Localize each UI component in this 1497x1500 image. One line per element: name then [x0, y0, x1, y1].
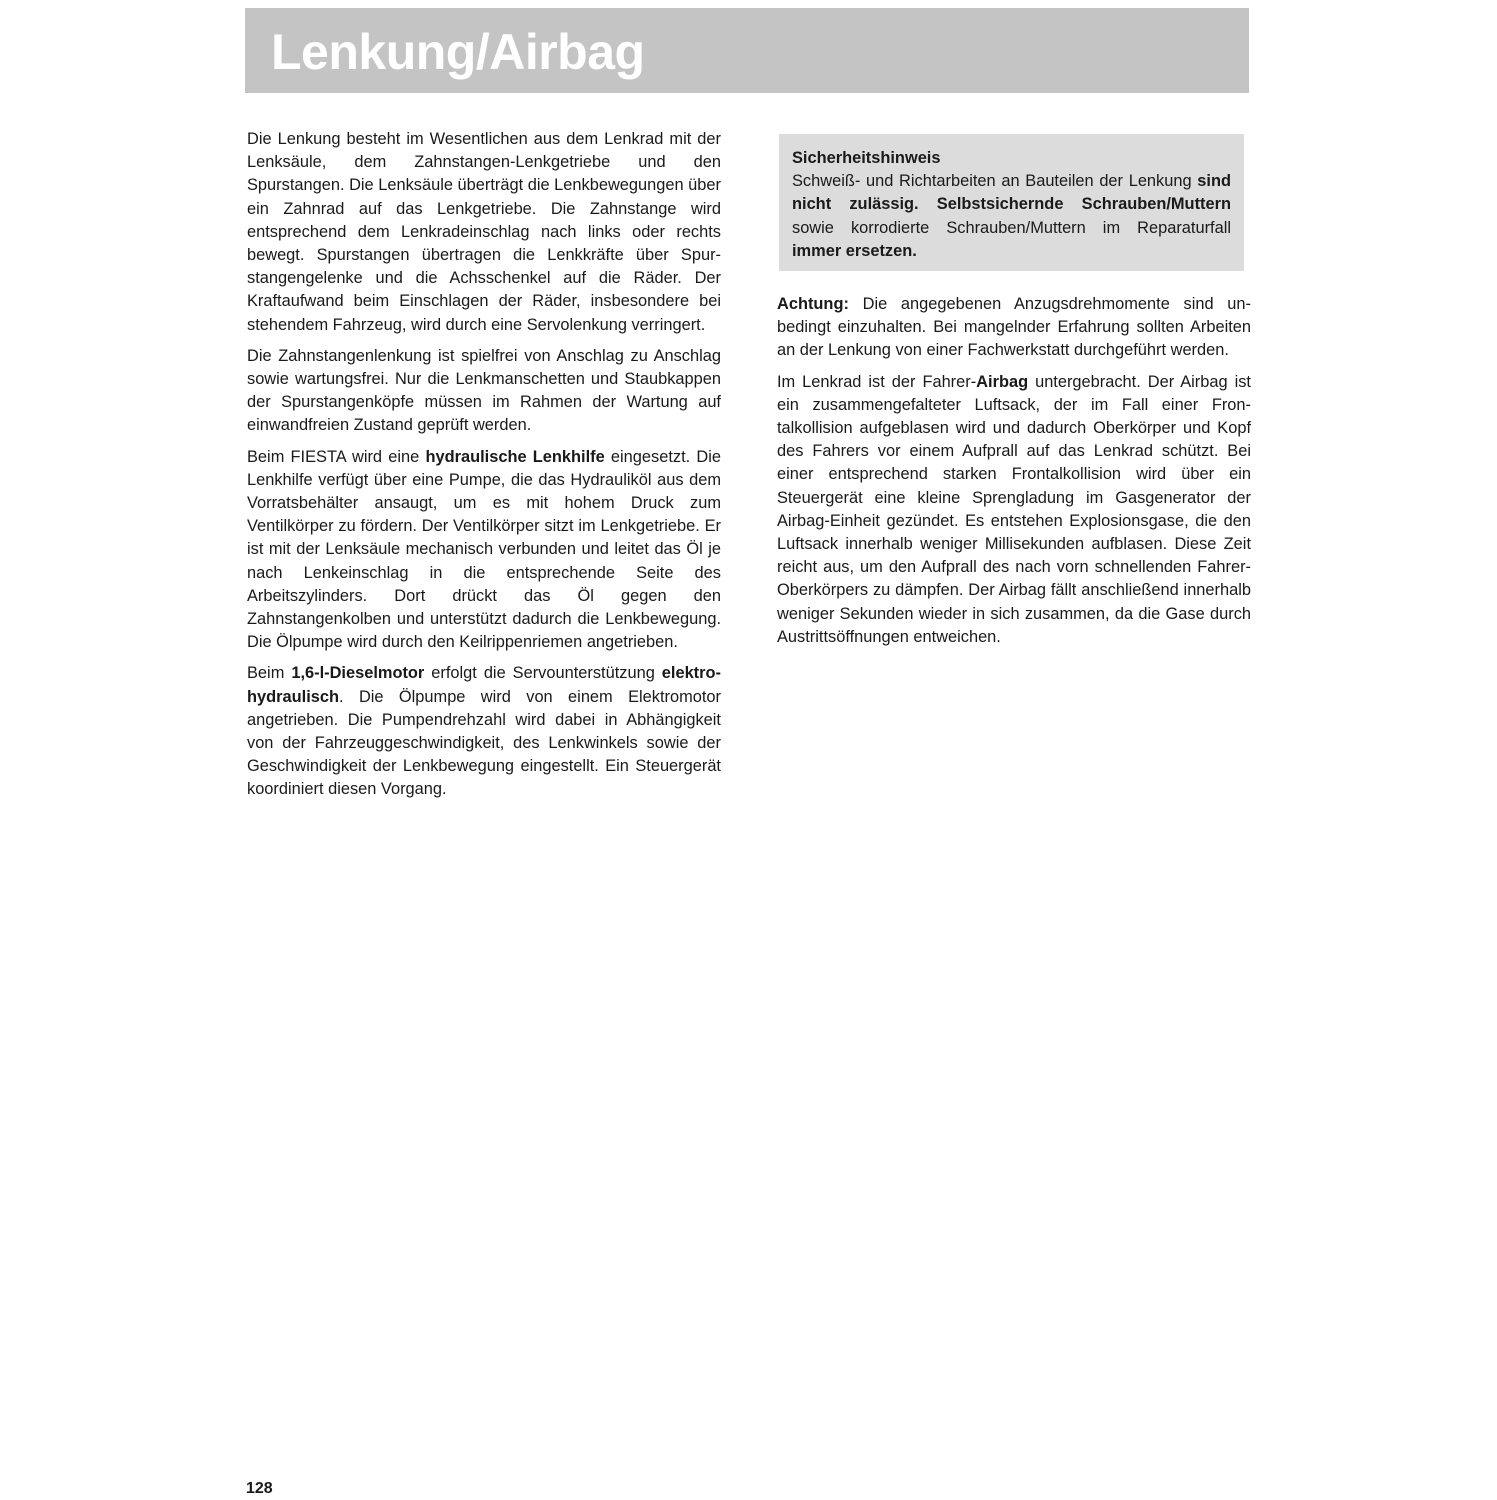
text-segment: eingesetzt. Die Lenkhilfe verfügt über eine Pumpe, die das Hydrauliköl aus dem Vorratsbehälter ansaugt, um es mit hohem Druck zum Ventilkörper zu fördern. Der Ventilkörper sitzt im Lenkgetriebe. Er ist mit der Lenksäule mechanisch verbunden und leitet das Öl je nach Lenkeinschlag in die entsprechende Seite des Arbeitszylinders. Dort drückt das Öl gegen den Zahnstangenkolben und unterstützt dadurch die Lenkbewegung. Die Ölpumpe wird durch den Keilrippenriemen angetrieben.: [247, 447, 721, 652]
title-bar: [245, 8, 1249, 93]
paragraph-rack-steering: Die Zahnstangenlenkung ist spielfrei von Anschlag zu Anschlag sowie wartungsfrei. Nur die Lenkmanschetten und Staubkappen der Spurstangenköpfe müssen im Rahmen der Wartung auf einwandfreien Zustand geprüft werden.: [247, 346, 721, 435]
text-segment: Die angegebenen Anzugsdrehmomente sind unbedingt einzuhalten. Bei mangelnder Erfahrung sollten Arbeiten an der Lenkung von einer Fachwerkstatt durchgeführt werden.: [777, 295, 1251, 360]
left-column: [247, 128, 721, 810]
paragraph-attention: [777, 293, 1251, 363]
bold-term-hydraulic: hydraulische Lenkhilfe: [425, 447, 605, 466]
text-segment: Schweiß- und Richtarbeiten an Bauteilen der Lenkung: [792, 172, 1198, 191]
paragraph-hydraulic-assist: [247, 446, 721, 655]
bold-term-electro-hydraulic: elektro-hydraulisch: [247, 664, 721, 706]
text-segment: . Die Ölpumpe wird von einem Elektromotor angetrieben. Die Pumpendrehzahl wird dabei in Abhängigkeit von der Fahrzeuggeschwindigkeit, des Lenkwinkels sowie der Geschwindigkeit der Lenkbewegung eingestellt. Ein Steuergerät koordiniert diesen Vorgang.: [247, 687, 721, 799]
paragraph-steering-overview: Die Lenkung besteht im Wesentlichen aus dem Lenkrad mit der Lenksäule, dem Zahnstangen-Lenkgetriebe und den Spurstangen. Die Lenksäule überträgt die Lenkbewegungen über ein Zahnrad auf das Lenkgetriebe. Die Zahnstange wird entsprechend dem Lenkradeinschlag nach links oder rechts bewegt. Spurstangen übertragen die Lenkkräfte über Spurstangengelenke und die Achsschenkel auf die Räder. Der Kraftaufwand beim Einschlagen der Räder, insbesondere bei stehendem Fahrzeug, wird durch eine Servolenkung verringert.: [247, 130, 721, 334]
text-segment: sowie korrodierte Schrauben/Muttern im Reparaturfall: [792, 218, 1231, 237]
paragraph-airbag: [777, 371, 1251, 649]
safety-notice-box: [779, 134, 1244, 271]
right-column: [777, 128, 1251, 657]
page-number: 128: [246, 1480, 273, 1497]
text-segment: Im Lenkrad ist der Fahrer-: [777, 372, 977, 391]
bold-warning: immer ersetzen.: [792, 241, 917, 260]
bold-warning: sind nicht zulässig. Selbstsichernde Schrauben/Muttern: [792, 172, 1231, 214]
text-segment: Beim FIESTA wird eine: [247, 447, 426, 466]
attention-label: Achtung:: [777, 295, 849, 314]
safety-notice-text: [792, 170, 1231, 263]
bold-term-diesel: 1,6-l-Dieselmotor: [291, 664, 425, 683]
bold-term-airbag: Airbag: [976, 372, 1029, 391]
safety-notice-title: Sicherheitshinweis: [792, 149, 941, 167]
text-segment: untergebracht. Der Airbag ist ein zusammengefalteter Luftsack, der im Fall einer Frontalkollision aufgeblasen wird und dadurch Oberkörper und Kopf des Fahrers vor einem Aufprall auf das Lenkrad schützt. Bei einer entsprechend starken Frontalkollision wird über ein Steuergerät eine kleine Sprengladung im Gasgenerator der Airbag-Einheit gezündet. Es entstehen Explosionsgase, die den Luftsack innerhalb weniger Millisekunden aufblasen. Diese Zeit reicht aus, um den Aufprall des nach vorn schnellenden Fahrer-Oberkörpers zu dämpfen. Der Airbag fällt anschließend innerhalb weniger Sekunden wieder in sich zusammen, da die Gase durch Austrittsöffnungen entweichen.: [777, 372, 1251, 646]
text-segment: Beim: [247, 664, 292, 683]
page-title: Lenkung/Airbag: [271, 24, 645, 80]
text-segment: erfolgt die Servounterstützung: [424, 664, 662, 683]
paragraph-diesel-assist: [247, 662, 721, 801]
